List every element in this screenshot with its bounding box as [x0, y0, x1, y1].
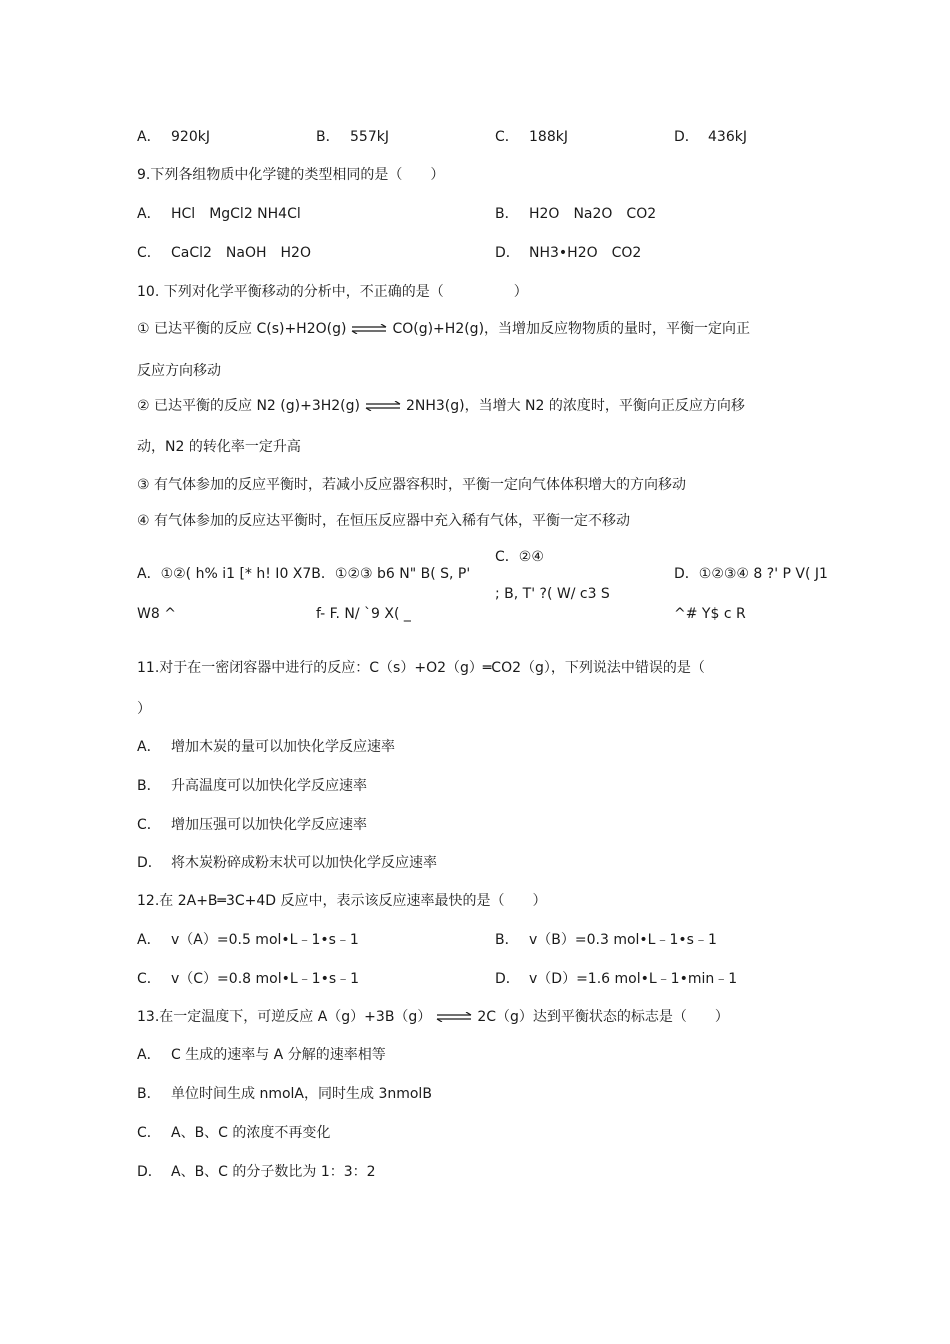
q12-option-b: B． v（B）=0.3 mol•L﹣1•s﹣1: [495, 932, 717, 948]
q13-option-b: B． 单位时间生成 nmolA，同时生成 3nmolB: [137, 1086, 432, 1102]
q11-option-a: A． 增加木炭的量可以加快化学反应速率: [137, 739, 395, 755]
q12-option-a: A． v（A）=0.5 mol•L﹣1•s﹣1: [137, 932, 359, 948]
q12-stem: 12.在 2A+B═3C+4D 反应中，表示该反应速率最快的是（ ）: [137, 893, 547, 909]
equilibrium-arrow-icon: [364, 401, 402, 411]
q8-option-a: A． 920kJ: [137, 129, 210, 145]
q9-option-d: D． NH3•H2O CO2: [495, 245, 642, 261]
q10-noise-2: f- F. N/ `9 X( _: [316, 606, 411, 622]
q11-stem: 11.对于在一密闭容器中进行的反应：C（s）+O2（g）═CO2（g），下列说法中错误的是（: [137, 660, 705, 676]
equilibrium-arrow-icon: [350, 324, 388, 334]
q12-option-c: C． v（C）=0.8 mol•L﹣1•s﹣1: [137, 971, 360, 987]
q8-option-c: C． 188kJ: [495, 129, 568, 145]
q10-noise-3: ; B, T' ?( W/ c3 S: [495, 586, 610, 602]
q11-stem-cont: ）: [137, 701, 151, 717]
q9-option-a: A． HCl MgCl2 NH4Cl: [137, 206, 301, 222]
q11-option-b: B． 升高温度可以加快化学反应速率: [137, 778, 367, 794]
q10-statement-1-cont: 反应方向移动: [137, 363, 221, 379]
q10-statement-2: ② 已达平衡的反应 N2 (g)+3H2(g) 2NH3(g)，当增大 N2 的浓度时，平衡向正反应方向移: [137, 398, 745, 414]
q10-stem: 10. 下列对化学平衡移动的分析中，不正确的是（ ）: [137, 284, 528, 300]
q10-option-ab: A．①②( h% i1 [* h! I0 X7B．①②③ b6 N" B( S, P': [137, 566, 471, 582]
q10-noise-4: ^# Y$ c R: [674, 606, 746, 622]
q10-statement-1: ① 已达平衡的反应 C(s)+H2O(g) CO(g)+H2(g)，当增加反应物物质的量时，平衡一定向正: [137, 321, 751, 337]
q11-option-d: D． 将木炭粉碎成粉末状可以加快化学反应速率: [137, 855, 437, 871]
q9-stem: 9.下列各组物质中化学键的类型相同的是（ ）: [137, 167, 445, 183]
q13-option-d: D． A、B、C 的分子数比为 1：3：2: [137, 1164, 376, 1180]
q8-option-b: B． 557kJ: [316, 129, 389, 145]
q11-option-c: C． 增加压强可以加快化学反应速率: [137, 817, 367, 833]
q13-option-c: C． A、B、C 的浓度不再变化: [137, 1125, 331, 1141]
q12-option-d: D． v（D）=1.6 mol•L﹣1•min﹣1: [495, 971, 738, 987]
q9-option-b: B． H2O Na2O CO2: [495, 206, 657, 222]
q8-option-d: D． 436kJ: [674, 129, 747, 145]
equilibrium-arrow-icon: [435, 1012, 473, 1022]
q9-option-c: C． CaCl2 NaOH H2O: [137, 245, 311, 261]
q10-statement-4: ④ 有气体参加的反应达平衡时，在恒压反应器中充入稀有气体，平衡一定不移动: [137, 513, 630, 529]
q10-noise-1: W8 ^: [137, 606, 176, 622]
q10-statement-3: ③ 有气体参加的反应平衡时，若减小反应器容积时，平衡一定向气体体积增大的方向移动: [137, 477, 686, 493]
q10-statement-2-cont: 动，N2 的转化率一定升高: [137, 439, 301, 455]
q13-option-a: A． C 生成的速率与 A 分解的速率相等: [137, 1047, 386, 1063]
q10-option-c: C．②④: [495, 549, 544, 565]
q13-stem: 13.在一定温度下，可逆反应 A（g）+3B（g） 2C（g）达到平衡状态的标志是（ ）: [137, 1009, 729, 1025]
q10-option-d: D．①②③④ 8 ?' P V( J1: [674, 566, 828, 582]
